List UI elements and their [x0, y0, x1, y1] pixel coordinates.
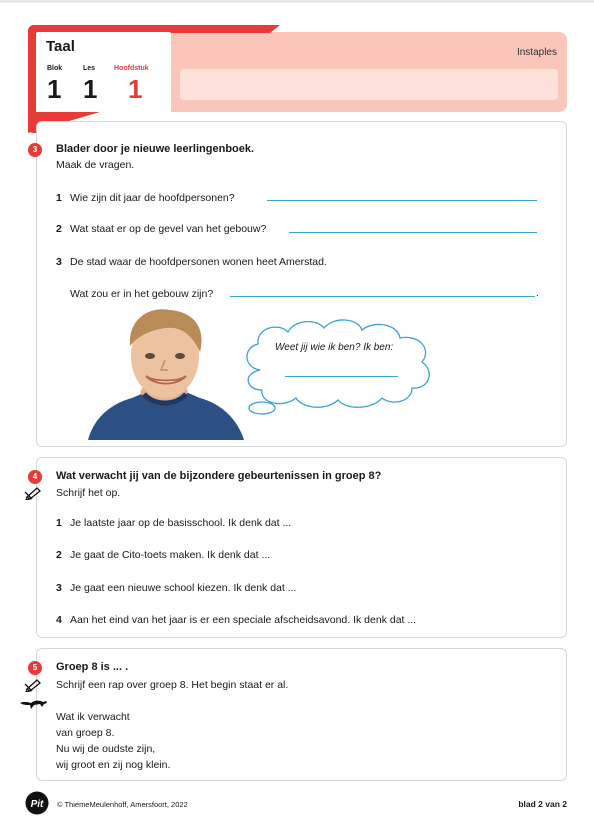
question-4-card	[36, 457, 567, 638]
boy-portrait	[88, 308, 244, 440]
question-5-subtitle: Schrijf een rap over groep 8. Het begin staat er al.	[56, 679, 289, 691]
item-text: Wat staat er op de gevel van het gebouw?	[70, 223, 267, 235]
hoofdstuk-value: 1	[128, 74, 143, 104]
pencil-icon	[24, 486, 44, 500]
answer-end-dot: .	[536, 288, 539, 299]
pit-logo	[25, 791, 49, 815]
question-3-item-3	[56, 256, 327, 268]
question-4-item-3	[56, 582, 296, 594]
item-number: 1	[56, 192, 62, 204]
item-number: 3	[56, 582, 62, 594]
item-number: 2	[56, 549, 62, 561]
item-number: 1	[56, 517, 62, 529]
question-3-followup: Wat zou er in het gebouw zijn?	[70, 288, 214, 300]
rap-line-2: van groep 8.	[56, 727, 115, 739]
question-4-title: Wat verwacht jij van de bijzondere gebeurtenissen in groep 8?	[56, 470, 382, 482]
item-number: 2	[56, 223, 62, 235]
rap-line-3: Nu wij de oudste zijn,	[56, 743, 156, 755]
question-3-item-1	[56, 192, 235, 204]
subject-title: Taal	[46, 38, 75, 55]
rap-line-4: wij groot en zij nog klein.	[56, 759, 171, 771]
blok-label: Blok	[47, 65, 63, 72]
instaples-label: Instaples	[516, 47, 557, 58]
bubble-answer-line[interactable]	[285, 376, 398, 377]
cheetah-icon	[20, 698, 48, 710]
item-text: De stad waar de hoofdpersonen wonen heet Amerstad.	[70, 256, 327, 268]
question-3-number: 3	[28, 143, 42, 157]
thought-bubble	[236, 318, 436, 416]
question-3-title: Blader door je nieuwe leerlingenboek.	[56, 143, 255, 155]
item-text: Aan het eind van het jaar is er een speciale afscheidsavond. Ik denk dat ...	[70, 614, 417, 626]
blok-value: 1	[47, 74, 62, 104]
question-5-number: 5	[28, 661, 42, 675]
les-label: Les	[83, 65, 96, 72]
rap-line-1: Wat ik verwacht	[56, 711, 130, 723]
copyright-text: © ThiemeMeulenhoff, Amersfoort, 2022	[57, 800, 188, 809]
question-3-subtitle: Maak de vragen.	[56, 159, 135, 171]
thought-bubble-text: Weet jij wie ik ben? Ik ben:	[275, 342, 394, 353]
les-value: 1	[83, 74, 98, 104]
item-text: Je gaat een nieuwe school kiezen. Ik denk dat ...	[70, 582, 297, 594]
item-number: 3	[56, 256, 62, 268]
instaples-field[interactable]	[180, 69, 558, 100]
question-4-number: 4	[28, 470, 42, 484]
question-4-item-4	[56, 614, 416, 626]
answer-line-3-1[interactable]	[267, 200, 537, 201]
item-text: Wie zijn dit jaar de hoofdpersonen?	[70, 192, 235, 204]
question-3-item-2	[56, 223, 266, 235]
answer-line-3-2[interactable]	[289, 232, 537, 233]
item-number: 4	[56, 614, 62, 626]
question-4-item-2	[56, 549, 270, 561]
item-text: Je gaat de Cito-toets maken. Ik denk dat ...	[70, 549, 271, 561]
question-5-title: Groep 8 is ... .	[56, 661, 129, 673]
question-4-subtitle: Schrijf het op.	[56, 487, 121, 499]
answer-line-3-3[interactable]	[230, 296, 535, 297]
question-4-item-1	[56, 517, 291, 529]
pit-logo-text: Pit	[30, 799, 44, 810]
page-indicator: blad 2 van 2	[518, 799, 567, 809]
pencil-icon	[24, 678, 44, 692]
item-text: Je laatste jaar op de basisschool. Ik denk dat ...	[70, 517, 292, 529]
top-divider	[0, 0, 594, 3]
hoofdstuk-label: Hoofdstuk	[114, 65, 149, 72]
